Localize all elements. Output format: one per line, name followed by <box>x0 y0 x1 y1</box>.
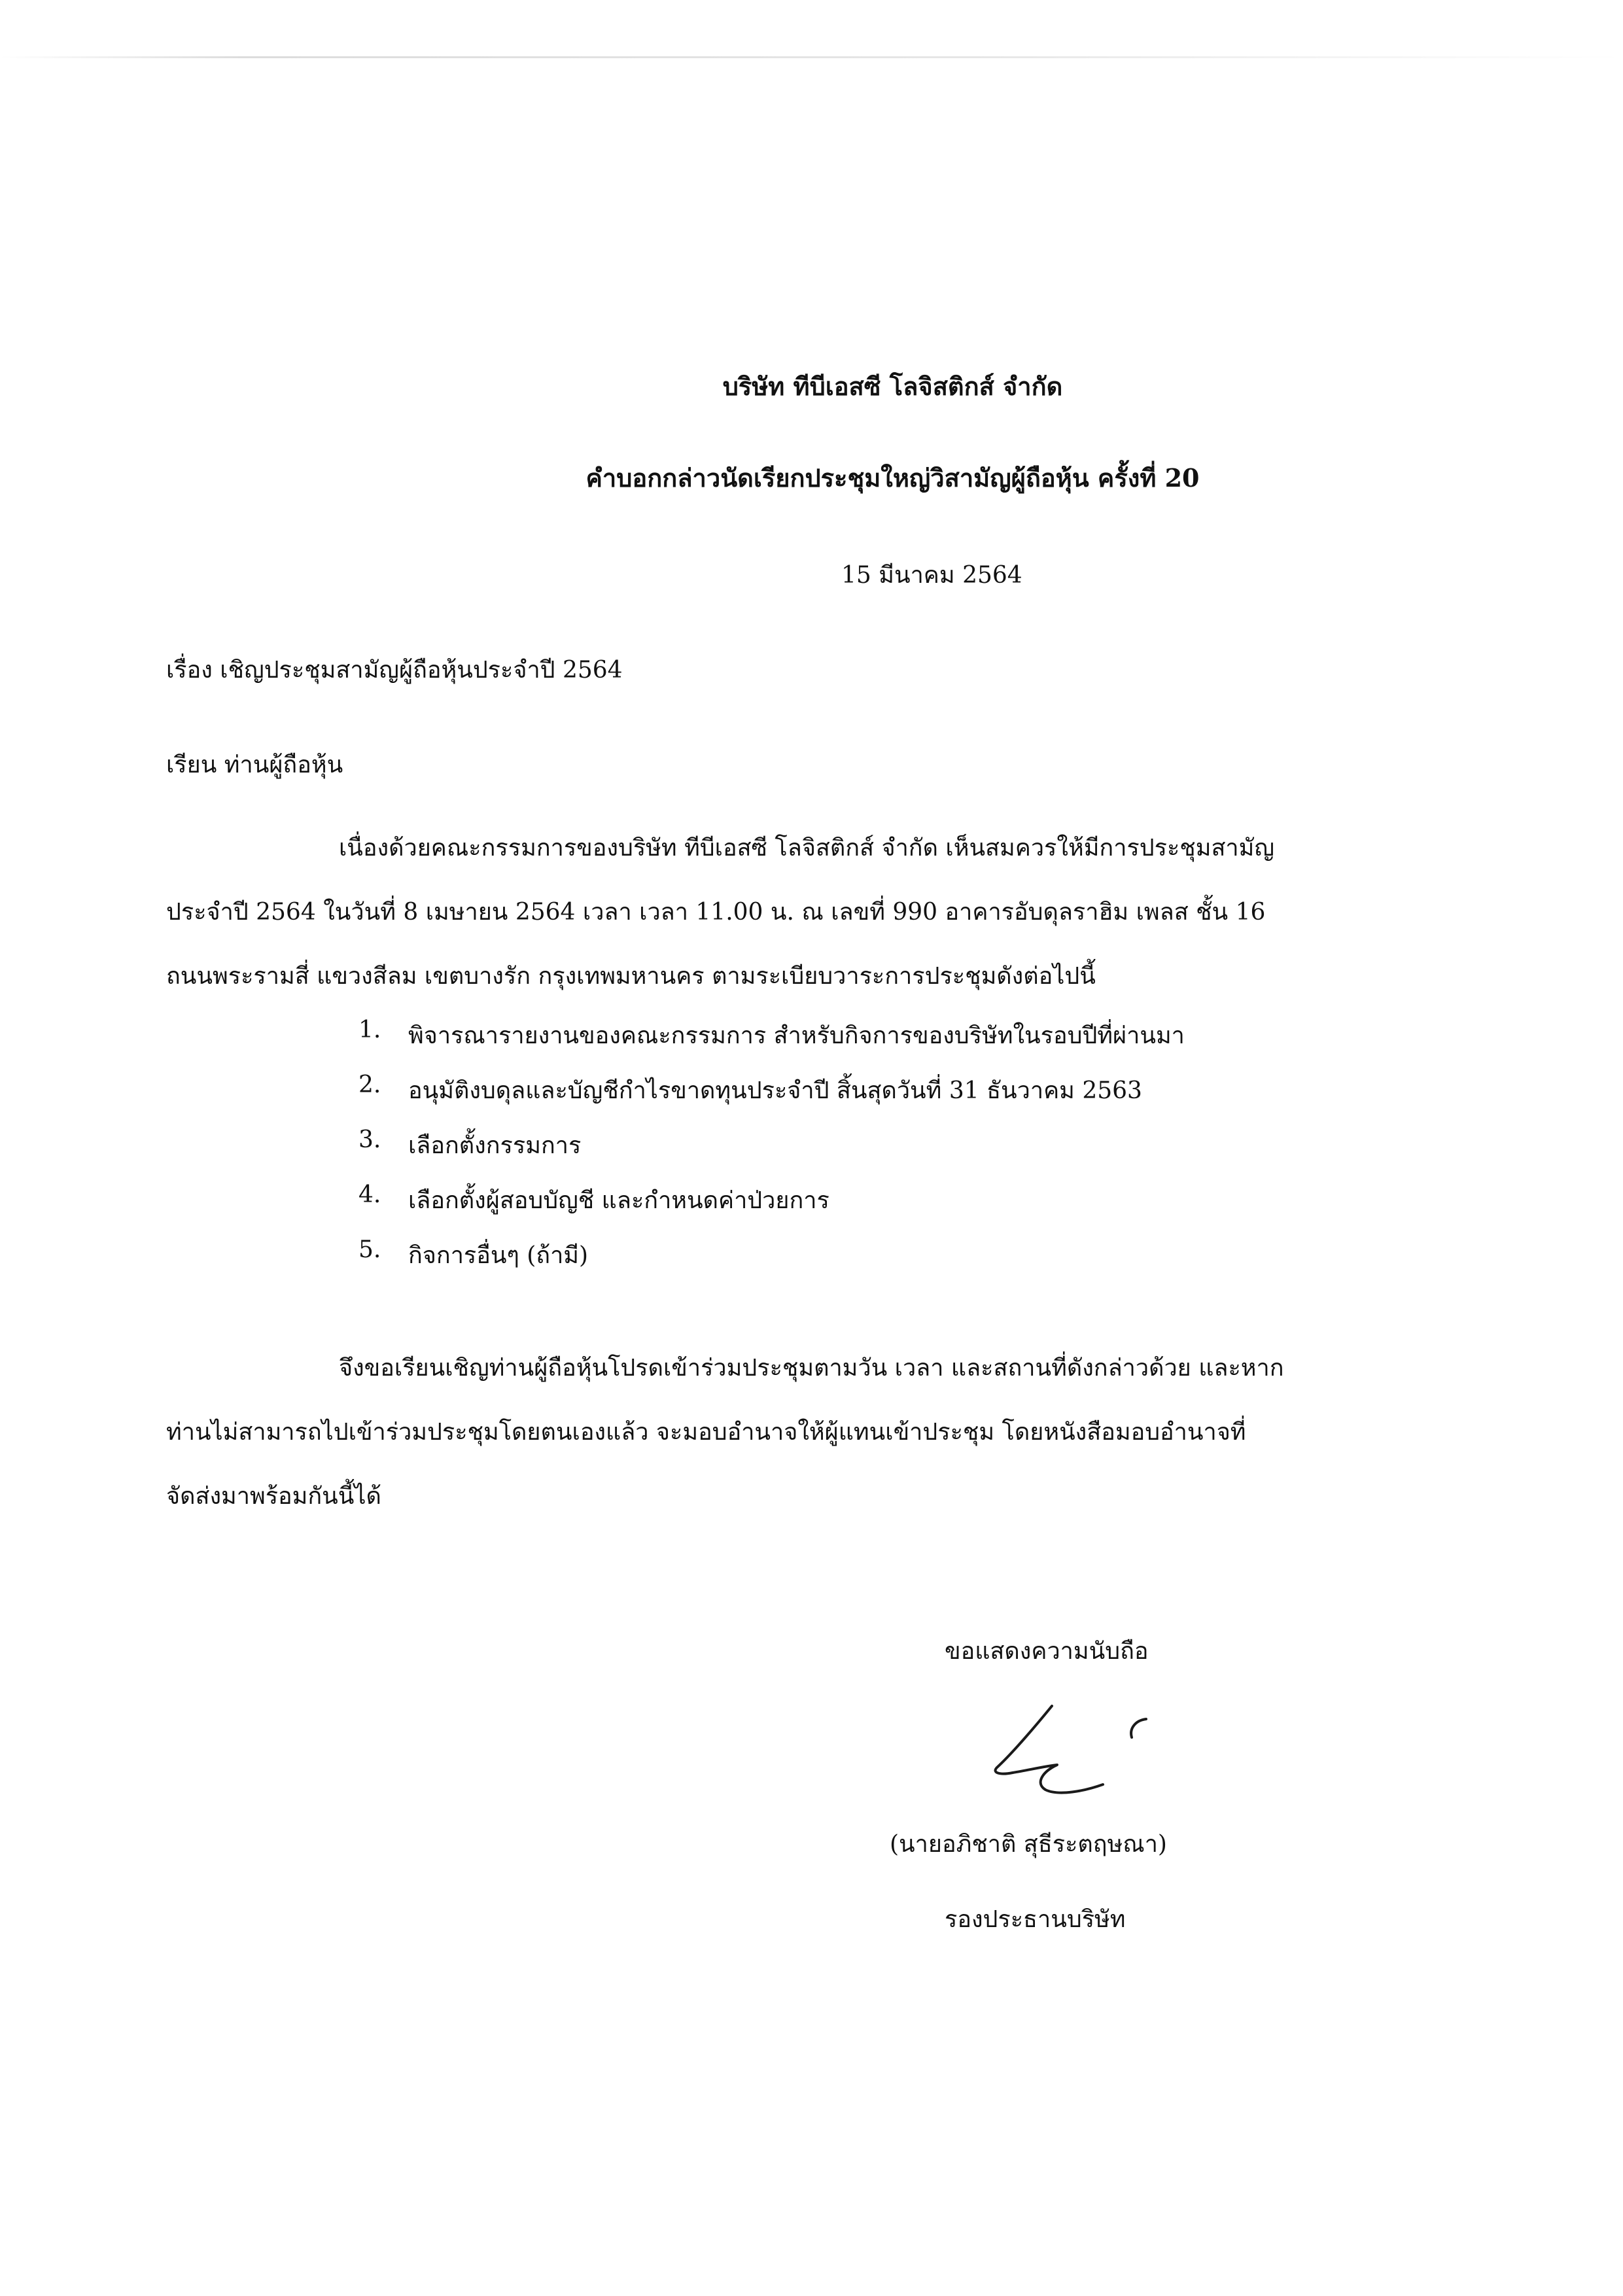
intro-line-3: ถนนพระรามสี่ แขวงสีลม เขตบางรัก กรุงเทพมหานคร ตามระเบียบวาระการประชุมดังต่อไปนี้ <box>166 963 1096 990</box>
invitation-paragraph <box>166 1336 1473 1529</box>
invitation-line-2: ท่านไม่สามารถไปเข้าร่วมประชุมโดยตนเองแล้ว จะมอบอำนาจให้ผู้แทนเข้าประชุม โดยหนังสือมอบอำนาจที่ <box>166 1419 1246 1446</box>
agenda-number: 2. <box>358 1071 381 1098</box>
subject-line: เรื่อง เชิญประชุมสามัญผู้ถือหุ้นประจำปี 2564 <box>166 657 623 684</box>
signer-name: (นายอภิชาติ สุธีระตฤษณา) <box>890 1831 1167 1858</box>
agenda-text: เลือกตั้งผู้สอบบัญชี และกำหนดค่าป่วยการ <box>408 1187 829 1214</box>
agenda-number: 4. <box>358 1181 381 1208</box>
agenda-number: 1. <box>358 1017 381 1043</box>
agenda-number: 5. <box>358 1236 381 1263</box>
agenda-item <box>358 1017 1185 1071</box>
document-date: 15 มีนาคม 2564 <box>841 562 1022 589</box>
intro-line-1: เนื่องด้วยคณะกรรมการของบริษัท ทีบีเอสซี โลจิสติกส์ จำกัด เห็นสมควรให้มีการประชุมสามัญ <box>339 835 1275 861</box>
company-title: บริษัท ทีบีเอสซี โลจิสติกส์ จำกัด <box>722 372 1063 401</box>
agenda-item <box>358 1126 1185 1181</box>
agenda-item <box>358 1236 1185 1291</box>
intro-line-2: ประจำปี 2564 ในวันที่ 8 เมษายน 2564 เวลา เวลา 11.00 น. ณ เลขที่ 990 อาคารอับดุลราฮิม เพลส ชั้น 16 <box>166 899 1266 926</box>
agenda-item <box>358 1071 1185 1126</box>
salutation-line: เรียน ท่านผู้ถือหุ้น <box>166 752 343 778</box>
agenda-text: เลือกตั้งกรรมการ <box>408 1132 582 1159</box>
agenda-text: อนุมัติงบดุลและบัญชีกำไรขาดทุนประจำปี สิ้นสุดวันที่ 31 ธันวาคม 2563 <box>408 1077 1142 1104</box>
agenda-item <box>358 1181 1185 1236</box>
invitation-line-1: จึงขอเรียนเชิญท่านผู้ถือหุ้นโปรดเข้าร่วมประชุมตามวัน เวลา และสถานที่ดังกล่าวด้วย และหาก <box>339 1355 1284 1382</box>
signature-icon <box>975 1694 1184 1805</box>
invitation-line-3: จัดส่งมาพร้อมกันนี้ได้ <box>166 1483 381 1510</box>
agenda-list <box>358 1017 1185 1291</box>
agenda-text: กิจการอื่นๆ (ถ้ามี) <box>408 1242 589 1269</box>
closing-remark: ขอแสดงความนับถือ <box>945 1638 1149 1665</box>
intro-paragraph <box>166 816 1473 1009</box>
meeting-title: คำบอกกล่าวนัดเรียกประชุมใหญ่วิสามัญผู้ถือหุ้น ครั้งที่ 20 <box>585 463 1200 493</box>
signer-position: รองประธานบริษัท <box>945 1906 1126 1933</box>
agenda-number: 3. <box>358 1126 381 1153</box>
agenda-text: พิจารณารายงานของคณะกรรมการ สำหรับกิจการของบริษัทในรอบปีที่ผ่านมา <box>408 1022 1185 1049</box>
